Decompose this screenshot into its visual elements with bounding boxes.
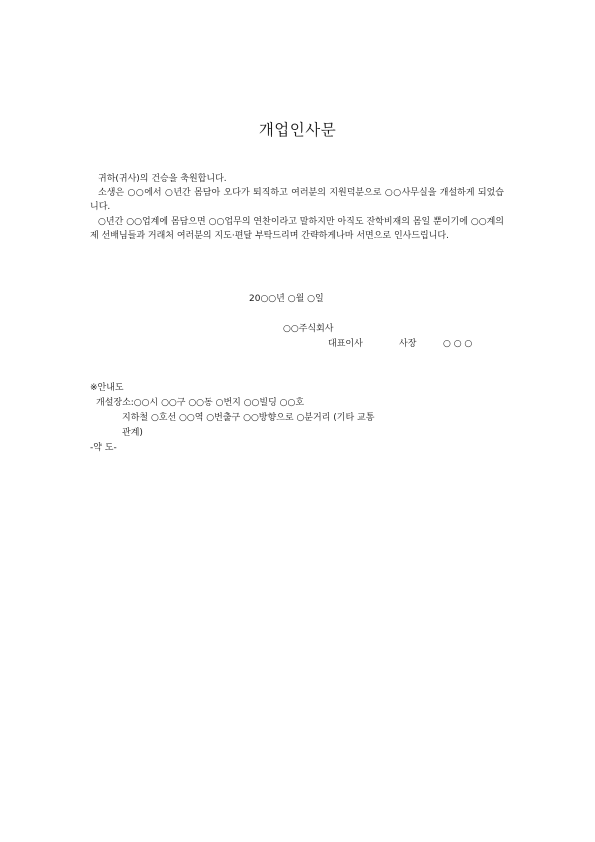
document-title: 개업인사문 — [258, 121, 337, 139]
guide-transit-line-2: 관계) — [122, 428, 143, 438]
guide-heading: ※안내도 — [90, 383, 124, 393]
signer-name: ○ ○ ○ — [443, 339, 473, 349]
letter-body — [90, 172, 504, 243]
guide-location: 개설장소:○○시 ○○구 ○○동 ○번지 ○○빌딩 ○○호 — [96, 398, 305, 408]
guide-section — [90, 381, 510, 456]
announcement-paragraph: 소생은 ○○에서 ○년간 몸담아 오다가 퇴직하고 여러분의 지원덕분으로 ○○사무실을 개설하게 되었습니다. — [90, 188, 504, 213]
guide-transit-line-1: 지하철 ○호선 ○○역 ○번출구 ○○방향으로 ○분거리 (기타 교통 — [122, 413, 375, 423]
greeting-paragraph: 귀하(귀사)의 건승을 축원합니다. — [98, 174, 227, 184]
guide-map-label: -약 도- — [90, 443, 117, 453]
request-paragraph: ○년간 ○○업계에 몸담으면 ○○업무의 연찬이라고 말하지만 아직도 잔학비재의 몸일 뿐이기에 ○○계의 제 선배님들과 거래처 여러분의 지도·편달 부탁드리며 간략하게나마 서면으로 인사드립니다. — [90, 216, 504, 241]
company-name: ○○주식회사 — [283, 324, 334, 334]
signer-rank: 사장 — [399, 339, 417, 349]
signer-position: 대표이사 — [328, 339, 363, 349]
signer-line — [328, 336, 472, 349]
letter-date: 20○○년 ○월 ○일 — [249, 294, 324, 304]
